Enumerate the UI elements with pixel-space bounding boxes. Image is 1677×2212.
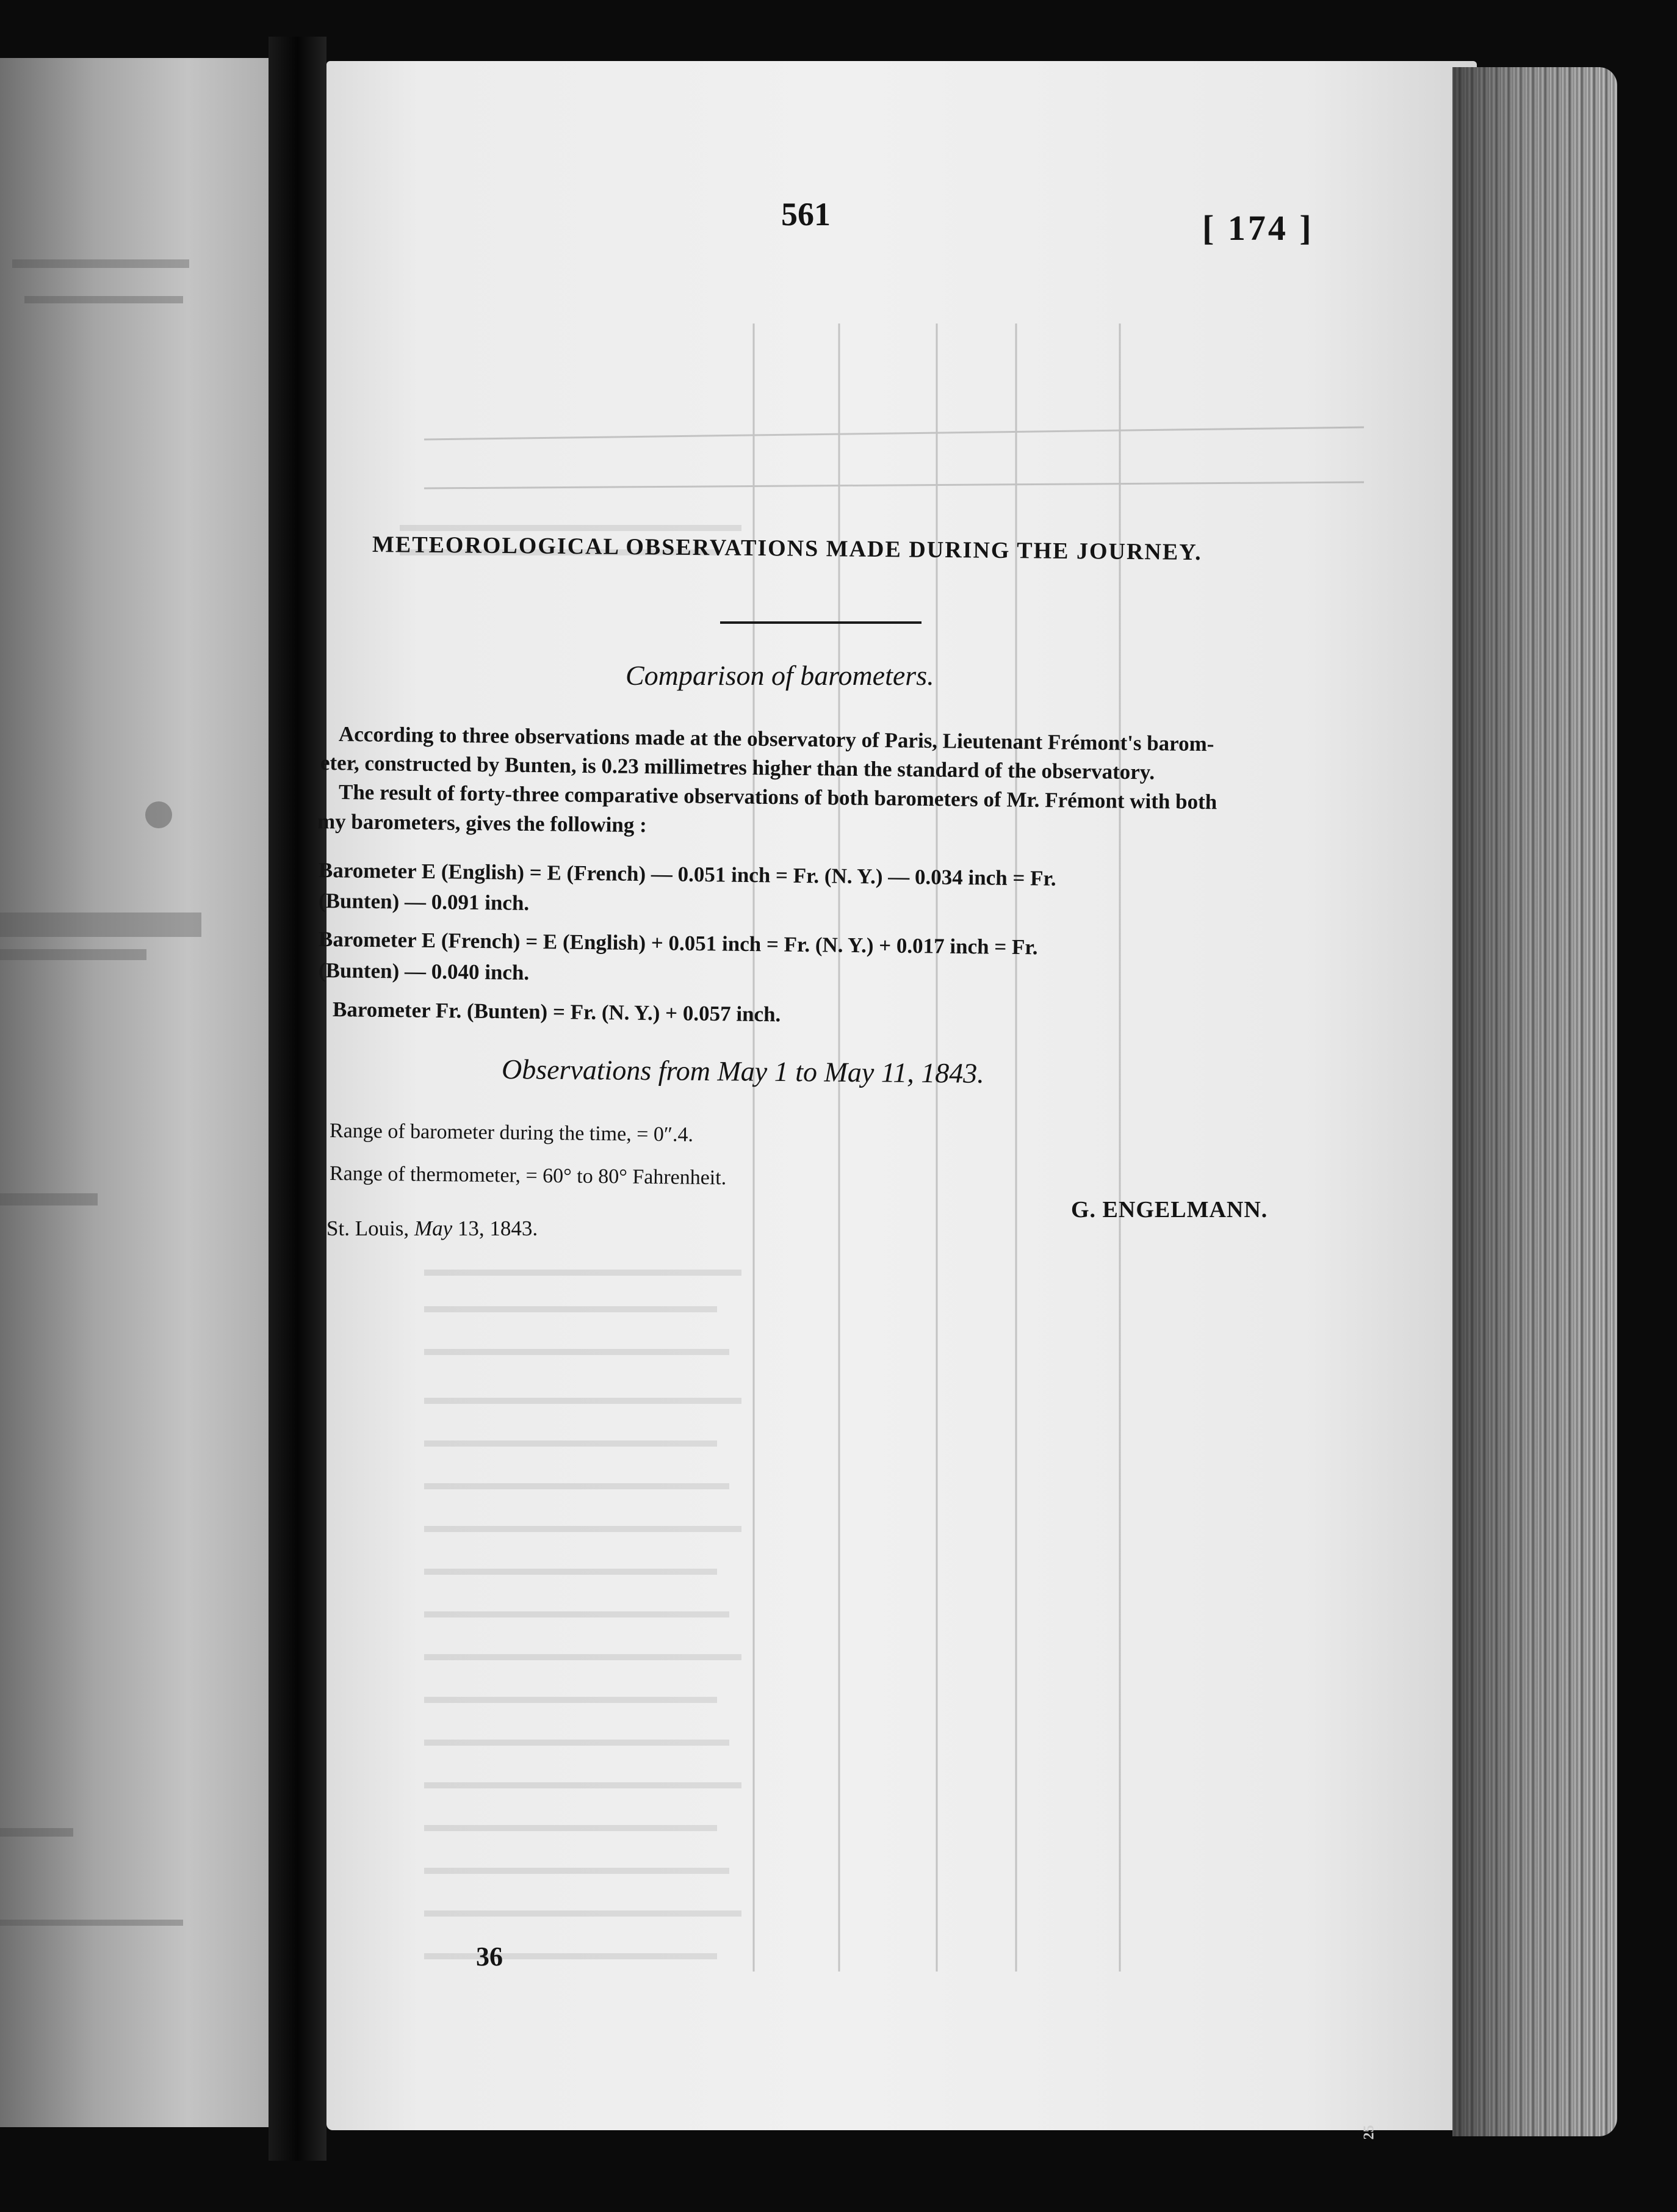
formula-line: Barometer E (French) = E (English) + 0.051 inch = Fr. (N. Y.) + 0.017 inch = Fr.	[318, 927, 1038, 960]
document-title: METEOROLOGICAL OBSERVATIONS MADE DURING THE JOURNEY.	[372, 532, 1202, 566]
body-line: The result of forty-three comparative observations of both barometers of Mr. Frémont with both	[338, 780, 1217, 814]
formula-line: (Bunten) — 0.091 inch.	[318, 889, 530, 915]
body-line: According to three observations made at the observatory of Paris, Lieutenant Frémont's barom-	[338, 722, 1214, 756]
bracketed-page-number: [ 174 ]	[1202, 208, 1314, 248]
body-line: eter, constructed by Bunten, is 0.23 millimetres higher than the standard of the observatory.	[320, 751, 1155, 784]
formula-line: (Bunten) — 0.040 inch.	[318, 958, 530, 985]
document-page	[326, 61, 1477, 2130]
range-line: Range of thermometer, = 60° to 80° Fahrenheit.	[329, 1162, 727, 1190]
left-facing-page	[0, 58, 269, 2127]
page-number: 561	[781, 196, 831, 233]
section-heading-comparison: Comparison of barometers.	[626, 660, 934, 691]
section-heading-observations: Observations from May 1 to May 11, 1843.	[501, 1054, 985, 1089]
signature-mark: 36	[476, 1942, 503, 1972]
title-rule	[720, 621, 921, 624]
edge-number: 25	[1361, 2125, 1377, 2140]
place-month: May	[414, 1216, 453, 1240]
body-line: my barometers, gives the following :	[317, 809, 647, 837]
place-and-date	[326, 1216, 538, 1241]
formula-line: Barometer Fr. (Bunten) = Fr. (N. Y.) + 0.057 inch.	[332, 997, 781, 1027]
bleed-through-table	[326, 61, 1477, 2130]
page-edges	[1452, 67, 1617, 2136]
left-page-bleed-through	[0, 58, 269, 2127]
place-city: St. Louis,	[326, 1216, 409, 1240]
formula-line: Barometer E (English) = E (French) — 0.051 inch = Fr. (N. Y.) — 0.034 inch = Fr.	[318, 858, 1056, 891]
author-signature: G. ENGELMANN.	[1071, 1197, 1268, 1223]
place-date: 13, 1843.	[457, 1216, 538, 1240]
range-line: Range of barometer during the time, = 0″.4.	[329, 1119, 694, 1146]
book-gutter	[269, 37, 326, 2161]
